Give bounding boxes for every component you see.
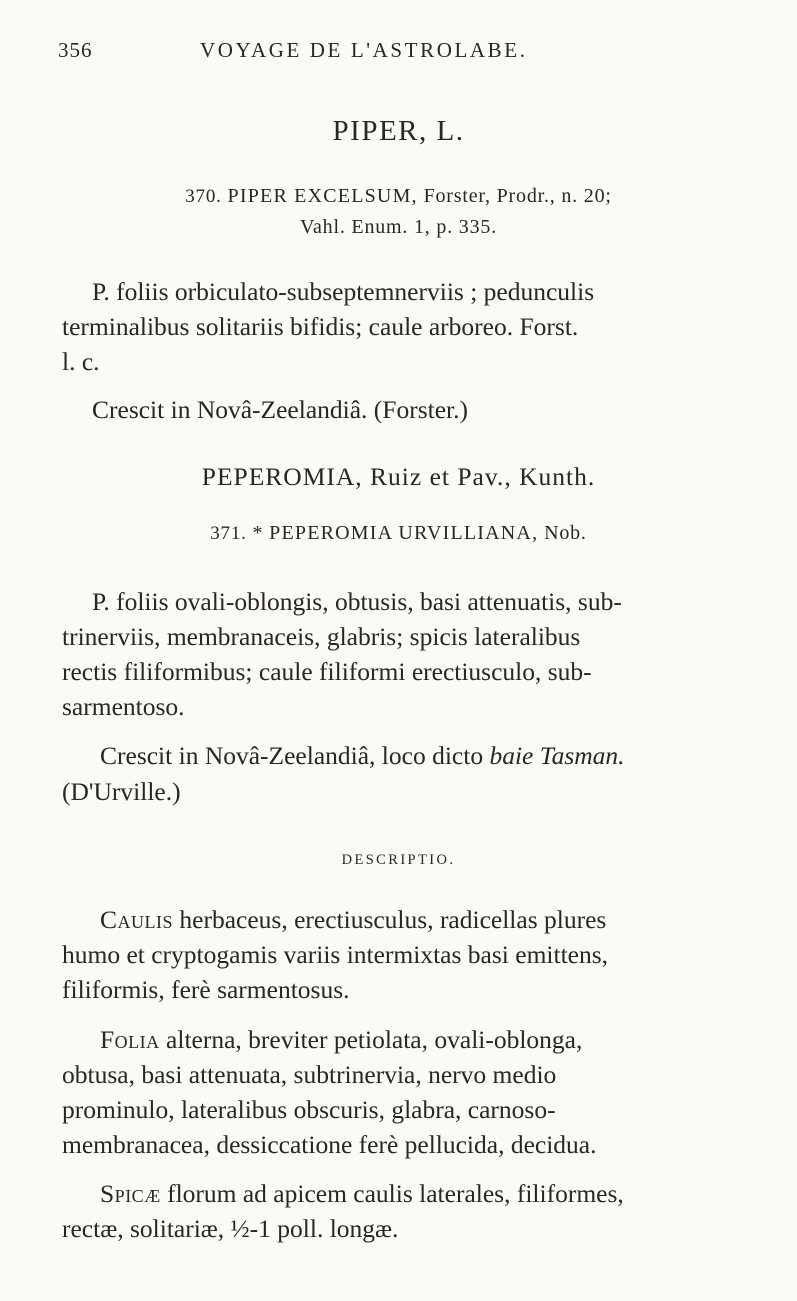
habitat-locality: baie Tasman.	[489, 741, 625, 770]
diagnosis-line: l. c.	[62, 347, 100, 376]
descriptio-heading: DESCRIPTIO.	[341, 852, 456, 868]
description-caulis	[62, 902, 732, 1007]
spicae-term: Spicæ	[100, 1179, 161, 1208]
habitat-collector: (D'Urville.)	[62, 777, 181, 806]
description-line: prominulo, lateralibus obscuris, glabra, carnoso-	[62, 1095, 556, 1124]
description-text: alterna, breviter petiolata, ovali-oblonga,	[166, 1025, 583, 1054]
diagnosis-piper	[62, 274, 732, 379]
genus-heading-peperomia: PEPEROMIA, Ruiz et Pav., Kunth.	[201, 462, 596, 491]
running-title: VOYAGE DE L'ASTROLABE.	[200, 38, 528, 62]
habitat-text: Crescit in Novâ-Zeelandiâ, loco dicto	[100, 741, 484, 770]
diagnosis-line: P. foliis orbiculato-subseptemnerviis ; pedunculis	[92, 277, 595, 306]
description-text: herbaceus, erectiusculus, radicellas plures	[179, 905, 607, 934]
diagnosis-peperomia	[62, 584, 732, 724]
diagnosis-line: trinerviis, membranaceis, glabris; spicis lateralibus	[62, 622, 581, 651]
diagnosis-line: sarmentoso.	[62, 692, 185, 721]
description-line: membranacea, dessiccatione ferè pellucida, decidua.	[62, 1130, 597, 1159]
page-number: 356	[58, 38, 93, 62]
diagnosis-line: rectis filiformibus; caule filiformi erectiusculo, sub-	[62, 657, 592, 686]
species-citation: Forster, Prodr., n. 20;	[423, 185, 612, 207]
description-line: rectæ, solitariæ, ½-1 poll. longæ.	[62, 1214, 399, 1243]
description-line: obtusa, basi attenuata, subtrinervia, nervo medio	[62, 1060, 557, 1089]
species-heading-peperomia-urvilliana	[0, 522, 797, 545]
diagnosis-line: terminalibus solitariis bifidis; caule arboreo. Forst.	[62, 312, 579, 341]
habitat-peperomia	[100, 738, 625, 773]
description-line	[62, 1176, 732, 1211]
folia-term: Folia	[100, 1025, 160, 1054]
description-line: humo et cryptogamis variis intermixtas basi emittens,	[62, 940, 609, 969]
species-number: 371.	[210, 523, 247, 544]
description-line: filiformis, ferè sarmentosus.	[62, 975, 350, 1004]
habitat-piper: Crescit in Novâ-Zeelandiâ. (Forster.)	[92, 395, 469, 424]
caulis-term: Caulis	[100, 905, 174, 934]
species-number: 370.	[185, 186, 222, 207]
species-author: Nob.	[544, 522, 587, 544]
description-line	[62, 902, 732, 937]
species-citation-line2: Vahl. Enum. 1, p. 335.	[299, 216, 498, 238]
description-spicae	[62, 1176, 732, 1246]
new-species-marker: *	[252, 522, 264, 544]
species-name: PEPEROMIA URVILLIANA,	[269, 522, 539, 544]
description-line	[62, 1022, 732, 1057]
species-name: PIPER EXCELSUM,	[227, 185, 418, 207]
description-folia	[62, 1022, 732, 1162]
species-heading-piper-excelsum	[0, 185, 797, 208]
genus-heading-piper: PIPER, L.	[332, 115, 465, 147]
running-header	[58, 38, 737, 64]
diagnosis-line: P. foliis ovali-oblongis, obtusis, basi attenuatis, sub-	[92, 587, 622, 616]
description-text: florum ad apicem caulis laterales, filiformes,	[167, 1179, 624, 1208]
